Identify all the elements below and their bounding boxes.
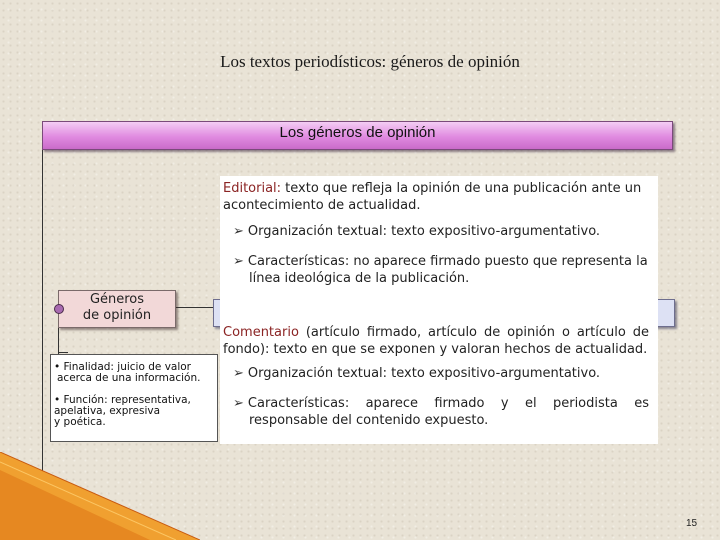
slide-title: Los textos periodísticos: géneros de opinión	[220, 52, 520, 71]
funcion-line3: y poética.	[54, 416, 106, 428]
comentario-car-line2: responsable del contenido expuesto.	[249, 413, 489, 428]
comentario-def-line1: (artículo firmado, artículo de opinión o artículo de	[298, 325, 649, 340]
funcion-line2: apelativa, expresiva	[54, 405, 161, 417]
functions-item-finalidad	[54, 362, 200, 384]
arrow-bullet-icon: ➢	[233, 224, 244, 239]
comentario-term: Comentario	[223, 325, 299, 340]
arrow-bullet-icon: ➢	[233, 396, 244, 411]
editorial-org-text: Organización textual: texto expositivo-argumentativo.	[247, 224, 601, 239]
arrow-bullet-icon: ➢	[233, 366, 244, 381]
editorial-term: Editorial:	[223, 181, 282, 196]
node-dot-icon	[54, 304, 64, 314]
header-label: Los géneros de opinión	[279, 124, 436, 141]
page-number: 15	[686, 518, 698, 529]
comentario-org-text: Organización textual: texto expositivo-argumentativo.	[247, 366, 601, 381]
finalidad-line1: • Finalidad: juicio de valor	[54, 361, 191, 373]
node-to-bar-line	[174, 307, 214, 308]
editorial-characteristics	[233, 253, 653, 287]
editorial-definition	[223, 180, 653, 214]
comentario-car-line1: Características: aparece firmado y el periodista es	[247, 396, 649, 411]
root-node-label-line2: de opinión	[82, 308, 152, 323]
root-node-label-line1: Géneros	[89, 292, 145, 307]
editorial-organization	[233, 223, 653, 240]
corner-decoration	[0, 452, 200, 540]
comentario-characteristics	[233, 395, 649, 429]
comentario-definition	[223, 324, 649, 358]
editorial-def-line2: acontecimiento de actualidad.	[223, 198, 421, 213]
funcion-line1: • Función: representativa,	[54, 394, 191, 406]
editorial-def-line1: texto que refleja la opinión de una publicación ante un	[281, 181, 642, 196]
functions-item-funcion	[54, 395, 191, 428]
box-connector-line	[58, 352, 68, 353]
editorial-car-line1: Características: no aparece firmado puesto que representa la	[247, 254, 648, 269]
arrow-bullet-icon: ➢	[233, 254, 244, 269]
finalidad-line2: acerca de una información.	[57, 372, 201, 384]
editorial-car-line2: línea ideológica de la publicación.	[249, 271, 470, 286]
comentario-def-line2: fondo): texto en que se exponen y valoran hechos de actualidad.	[223, 342, 648, 357]
vertical-connector-line	[42, 148, 43, 485]
comentario-organization	[233, 365, 653, 382]
root-node-label	[58, 292, 176, 324]
